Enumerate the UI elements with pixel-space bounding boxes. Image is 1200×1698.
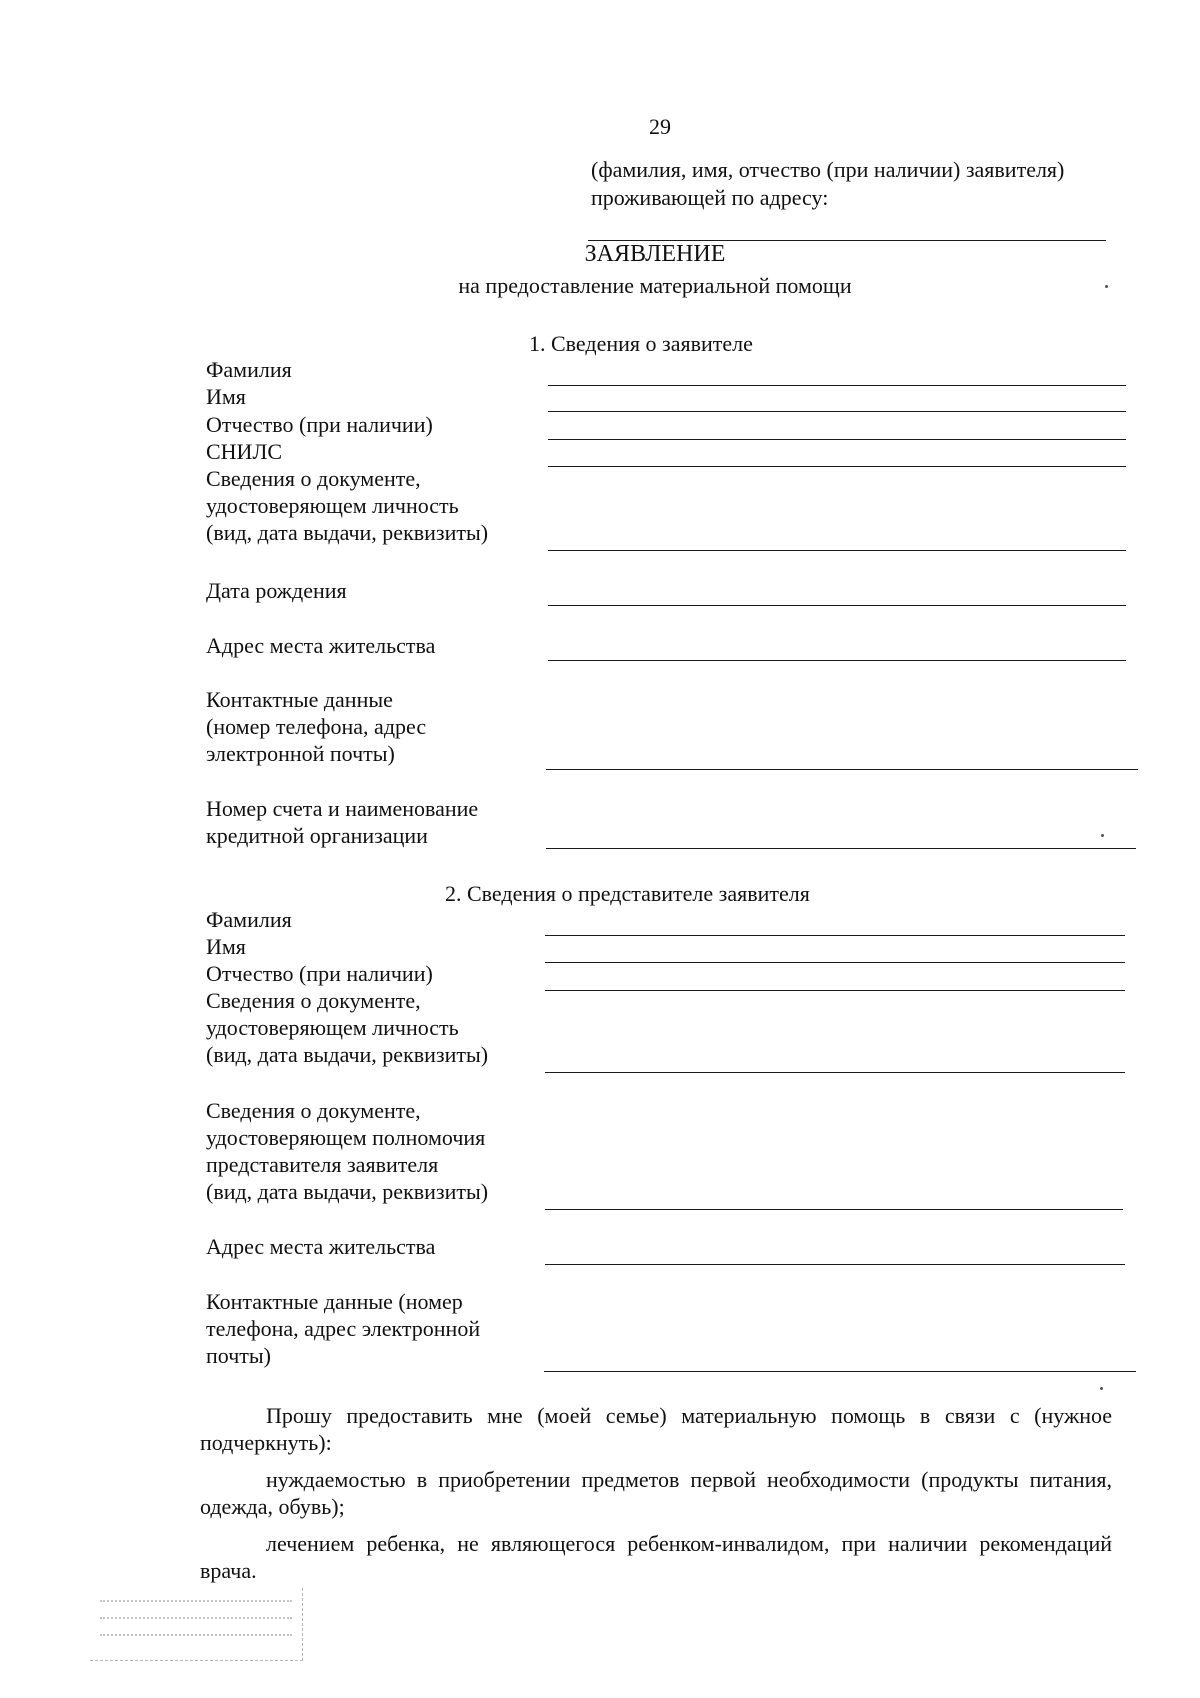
section2-id-document-input[interactable] <box>545 1072 1125 1073</box>
section2-heading: 2. Сведения о представителе заявителя <box>445 881 810 906</box>
applicant-name-caption: (фамилия, имя, отчество (при наличии) заявителя) <box>591 157 1065 182</box>
section1-surname-input[interactable] <box>548 385 1126 386</box>
section2-field-label-authority-document: Сведения о документе, удостоверяющем полномочия представителя заявителя (вид, дата выдачи, реквизиты) <box>206 1098 489 1204</box>
section1-snils-input[interactable] <box>548 466 1126 467</box>
request-intro: Прошу предоставить мне (моей семье) материальную помощь в связи с (нужное подчеркнуть): <box>200 1403 1112 1455</box>
section1-field-label-address: Адрес места жительства <box>206 633 436 658</box>
section2-address-input[interactable] <box>545 1264 1125 1265</box>
section2-patronymic-input[interactable] <box>545 990 1125 991</box>
section1-field-label-patronymic: Отчество (при наличии) <box>206 412 433 437</box>
section2-surname-input[interactable] <box>545 935 1125 936</box>
document-title: ЗАЯВЛЕНИЕ <box>584 241 726 267</box>
section1-field-label-bank-account: Номер счета и наименование кредитной организации <box>206 796 479 848</box>
section1-field-label-snils: СНИЛС <box>206 439 283 464</box>
section2-field-label-address: Адрес места жительства <box>206 1234 436 1259</box>
page-number: 29 <box>649 114 671 139</box>
section2-field-label-surname: Фамилия <box>206 907 292 932</box>
section1-field-label-contacts: Контактные данные (номер телефона, адрес электронной почты) <box>206 687 427 766</box>
section1-name-input[interactable] <box>548 411 1126 412</box>
section1-field-label-id-document: Сведения о документе, удостоверяющем личность (вид, дата выдачи, реквизиты) <box>206 466 489 545</box>
request-option-necessities: нуждаемостью в приобретении предметов первой необходимости (продукты питания, одежда, обувь); <box>200 1467 1112 1519</box>
section2-field-label-patronymic: Отчество (при наличии) <box>206 961 433 986</box>
faded-stamp <box>90 1588 303 1661</box>
address-caption: проживающей по адресу: <box>591 185 829 210</box>
section2-field-label-name: Имя <box>206 934 246 959</box>
section1-contacts-input[interactable] <box>546 769 1138 770</box>
section1-id-document-input[interactable] <box>548 550 1126 551</box>
scan-speck <box>1101 834 1104 837</box>
section2-name-input[interactable] <box>545 962 1125 963</box>
section1-address-input[interactable] <box>548 660 1126 661</box>
section1-field-label-name: Имя <box>206 384 246 409</box>
section2-contacts-input[interactable] <box>544 1371 1136 1372</box>
section1-patronymic-input[interactable] <box>548 439 1126 440</box>
section2-authority-document-input[interactable] <box>545 1209 1123 1210</box>
request-option-treatment: лечением ребенка, не являющегося ребенком-инвалидом, при наличии рекомендаций врача. <box>200 1531 1112 1583</box>
section1-field-label-surname: Фамилия <box>206 357 292 382</box>
document-subtitle: на предоставление материальной помощи <box>458 273 852 298</box>
section1-birth-date-input[interactable] <box>548 605 1126 606</box>
section1-bank-account-input[interactable] <box>546 848 1136 849</box>
section1-field-label-birth-date: Дата рождения <box>206 578 347 603</box>
section1-heading: 1. Сведения о заявителе <box>529 331 753 356</box>
scan-speck <box>1100 1387 1103 1390</box>
section2-field-label-id-document: Сведения о документе, удостоверяющем личность (вид, дата выдачи, реквизиты) <box>206 988 489 1067</box>
section2-field-label-contacts: Контактные данные (номер телефона, адрес электронной почты) <box>206 1289 481 1368</box>
scan-speck <box>1105 285 1108 288</box>
